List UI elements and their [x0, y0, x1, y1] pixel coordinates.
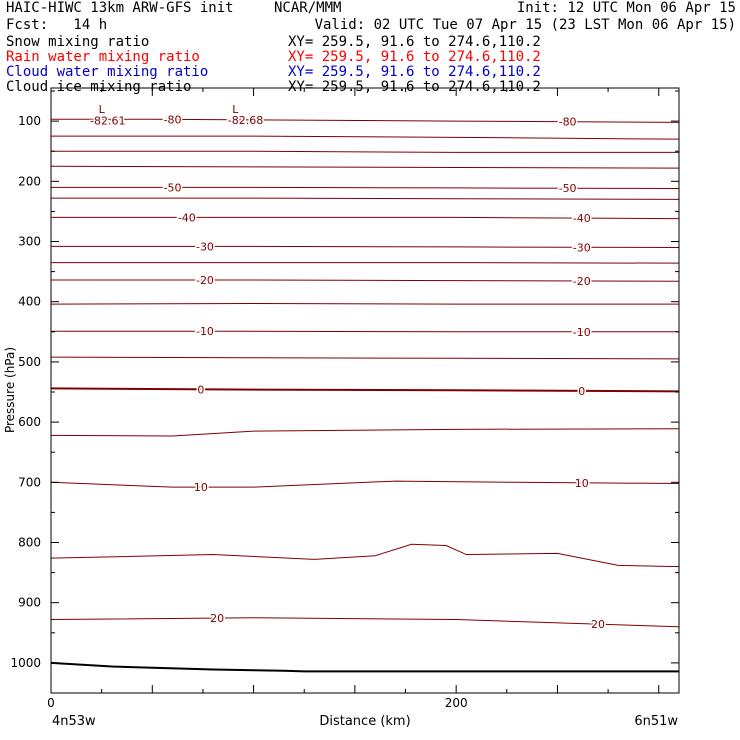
contour-label: -20 [572, 274, 591, 288]
contour-label: -82.61 [89, 114, 126, 128]
x-tick-label: 0 [47, 696, 55, 710]
isotherm-line [51, 151, 679, 152]
contour-label: -30 [572, 241, 591, 255]
contour-label: 0 [197, 383, 205, 397]
y-tick-label: 400 [18, 294, 41, 309]
contour-label: -20 [195, 274, 214, 288]
contour-label: -80 [558, 115, 577, 129]
field-xy-snow: XY= 259.5, 91.6 to 274.6,110.2 [288, 34, 541, 50]
field-label-cloud-ice: Cloud ice mixing ratio [6, 79, 192, 95]
isotherm-line [51, 198, 679, 199]
x-tick-label: 200 [444, 696, 468, 710]
isotherm-line [51, 304, 679, 305]
y-tick-label: 200 [18, 174, 41, 189]
contour-label: -82.68 [227, 113, 264, 127]
model-title: HAIC-HIWC 13km ARW-GFS init [6, 0, 234, 16]
left-endpoint-label: 4n53w [52, 714, 96, 729]
field-label-snow: Snow mixing ratio [6, 34, 150, 50]
isotherm-line [51, 357, 679, 359]
y-tick-label: 700 [18, 475, 41, 490]
isotherm-line [51, 119, 679, 122]
isotherm-line [51, 618, 679, 627]
y-tick-label: 100 [18, 114, 41, 129]
valid-time: Valid: 02 UTC Tue 07 Apr 15 (23 LST Mon 06 Apr 15) [314, 17, 736, 33]
contour-label: -10 [572, 325, 591, 339]
contour-label: 10 [193, 481, 208, 495]
contour-label: -30 [195, 240, 214, 254]
y-tick-label: 500 [18, 354, 41, 369]
contour-label: 0 [578, 384, 586, 398]
y-tick-label: 800 [18, 535, 41, 550]
isotherm-line [51, 263, 679, 264]
contour-label: -50 [558, 182, 577, 196]
field-xy-rain: XY= 259.5, 91.6 to 274.6,110.2 [288, 49, 541, 65]
y-axis-label: Pressure (hPa) [3, 346, 17, 434]
y-tick-label: 600 [18, 415, 41, 430]
terrain-layer [51, 663, 679, 671]
contour-label: -10 [195, 325, 214, 339]
forecast-hour: Fcst: 14 h [6, 17, 108, 33]
isotherm-line [51, 136, 679, 139]
y-tick-label: 1000 [10, 655, 41, 670]
contour-label: -40 [177, 211, 196, 225]
org-label: NCAR/MMM [274, 0, 342, 16]
contour-label: -80 [163, 113, 182, 127]
x-axis-label: Distance (km) [319, 714, 411, 729]
contour-label: -40 [572, 212, 591, 226]
contour-label: 20 [590, 618, 605, 632]
field-xy-cloud-water: XY= 259.5, 91.6 to 274.6,110.2 [288, 64, 541, 80]
isotherm-line [51, 544, 679, 566]
isotherm-line [51, 187, 679, 188]
isotherm-layer [51, 119, 679, 626]
contour-label: -50 [163, 181, 182, 195]
isotherm-line [51, 429, 679, 436]
low-marker: L [98, 103, 105, 117]
contour-label: 20 [210, 612, 225, 626]
y-tick-label: 900 [18, 595, 41, 610]
right-endpoint-label: 6n51w [634, 714, 678, 729]
low-marker: L [232, 103, 239, 117]
field-label-cloud-water: Cloud water mixing ratio [6, 64, 209, 80]
terrain-line [51, 663, 679, 671]
contour-label-layer [90, 103, 605, 631]
contour-label: 10 [574, 476, 589, 490]
init-time: Init: 12 UTC Mon 06 Apr 15 [516, 0, 736, 16]
field-label-rain: Rain water mixing ratio [6, 49, 200, 65]
y-tick-label: 300 [18, 234, 41, 249]
isotherm-line [51, 166, 679, 168]
field-xy-cloud-ice: XY= 259.5, 91.6 to 274.6,110.2 [288, 79, 541, 95]
